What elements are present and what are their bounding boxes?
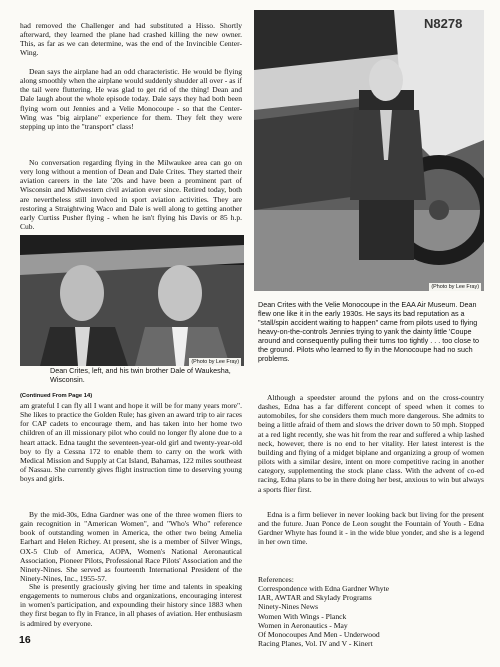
paragraph: had removed the Challenger and had substituted a Hisso. Shortly afterward, they learned the plane had crashed killing the new owner. This, as far as we can determine, was the end of the Invincible Center-Wing.: [20, 21, 242, 58]
paragraph: By the mid-30s, Edna Gardner was one of the three women fliers to gain recognition in "American Women", and "Who's Who" reference book of outstanding women in America, the other two being Amelia Earhart and Helen Richey. At present, she is a member of Silver Wings, OX-5 Club of America, AOPA, Women's National Aeronautical Association, Pioneer Pilots, Professional Race Pilots' Association and the Ninety-Nines. She served as fourteenth International President of the Ninety-Nines, Inc., 1955-57.: [20, 510, 242, 584]
reference-item: Of Monocoupes And Men - Underwood: [258, 629, 380, 639]
photo-crites-twins: [20, 235, 244, 366]
reference-item: Women With Wings - Planck: [258, 611, 347, 621]
photo-credit: (Photo by Lee Fray): [431, 284, 479, 290]
reference-item: Correspondence with Edna Gardner Whyte: [258, 584, 390, 594]
paragraph: No conversation regarding flying in the Milwaukee area can go on very long without a mention of Dean and Dale Crites. They started their aviation careers in the late '20s and have been a prominent part of Wisconsin and Midwestern civil aviation ever since. Retired today, both are nevertheless still involved in sport aviation activities. They are restoring a Straightwing Waco and Dale is well along to getting another early Curtiss Pusher flying - when he isn't flying his Davis or 85 h.p. Cub.: [20, 158, 242, 232]
reference-item: Ninety-Nines News: [258, 602, 319, 612]
reference-item: Women in Aeronautics - May: [258, 620, 348, 630]
paragraph: Although a speedster around the pylons and on the cross-country dashes, Edna has a far different concept of speed when it comes to automobiles, for she considers them much more dangerous. She admits to being a little afraid of them and slows the driver down to 50 mph. Stopped at a red light recently, she was hit from the rear and suffered a whip lashed neck, however, there is no end to her vitality. Her latest interest is the building and flying of a midget biplane and organizing a group of women pilots with a similar desire, intent on more competitive racing in another category, supplementing the stock plane class. With the advent of co-ed racing, Edna plans to be in there doing her best, anxious to win but always a sports flier first.: [258, 393, 484, 494]
paragraph: Edna is a firm believer in never looking back but living for the present and the future. Juan Ponce de Leon sought the Fountain of Youth - Edna Gardner Whyte has found it - in the wide blue yonder, and she is a legend in her own time.: [258, 510, 484, 547]
references-heading: References:: [258, 575, 294, 584]
reference-item: Racing Planes, Vol. IV and V - Kinert: [258, 639, 373, 649]
photo-caption-monocoupe: Dean Crites with the Velie Monocoupe in the EAA Air Museum. Dean flew one like it in the early 1930s. He says its bad reputation as a "stall/spin accident waiting to happen" came from pilots used to flying heavy-on-the-controls Jennies trying to yank the dainty little 'Coupe around and consequently pulling their turns too tightly . . . too close to the ground. Pilots who learned to fly in the Monocoupe had no such problems.: [258, 300, 479, 363]
continued-from-label: (Continued From Page 14): [20, 393, 93, 399]
reference-item: IAR, AWTAR and Skylady Programs: [258, 593, 372, 603]
photo-dean-monocoupe: [254, 10, 484, 291]
photo-credit: (Photo by Lee Fray): [191, 359, 239, 365]
svg-text:N8278: N8278: [424, 16, 463, 31]
paragraph: She is presently graciously giving her time and talents in speaking engagements to numerous clubs and organizations, encouraging interest in women's participation, and expounding their history since 1883 when they first began to fly in France, in all phases of aviation. Her enthusiasm is admired by everyone.: [20, 582, 242, 628]
paragraph: am grateful I can fly all I want and hope it will be for many years more". She likes to practice the Golden Rule; has given an award trip to air races for CAP cadets to encourage them, and has taken into her home two children of an ill missionary pilot who could no longer fly alone due to a heart attack. Edna taught the seventeen-year-old girl and twenty-year-old boy to fly a Cessna 172 to enable them to carry on the work with Medical Mission and Supply at Cat Island, Bahamas, 122 miles southeast of Nassau. She currently gives flight instruction time to deserving young boys and girls.: [20, 401, 242, 484]
paragraph: Dean says the airplane had an odd characteristic. He would be flying along smoothly when the airplane would suddenly shudder all over - as if the tail were fluttering. He was glad to get rid of the thing! Dean and Dale laugh about the whole episode today. Dale says they had both been flying worn out Jennies and a Velie Monocoupe - so that the Center-Wing was "big airplane" experience for them. They felt they were stepping up into the "transport" class!: [20, 67, 242, 131]
photo-caption-twins: Dean Crites, left, and his twin brother Dale of Waukesha, Wisconsin.: [50, 366, 231, 384]
page-number: 16: [19, 634, 31, 646]
references-list: [258, 575, 484, 648]
